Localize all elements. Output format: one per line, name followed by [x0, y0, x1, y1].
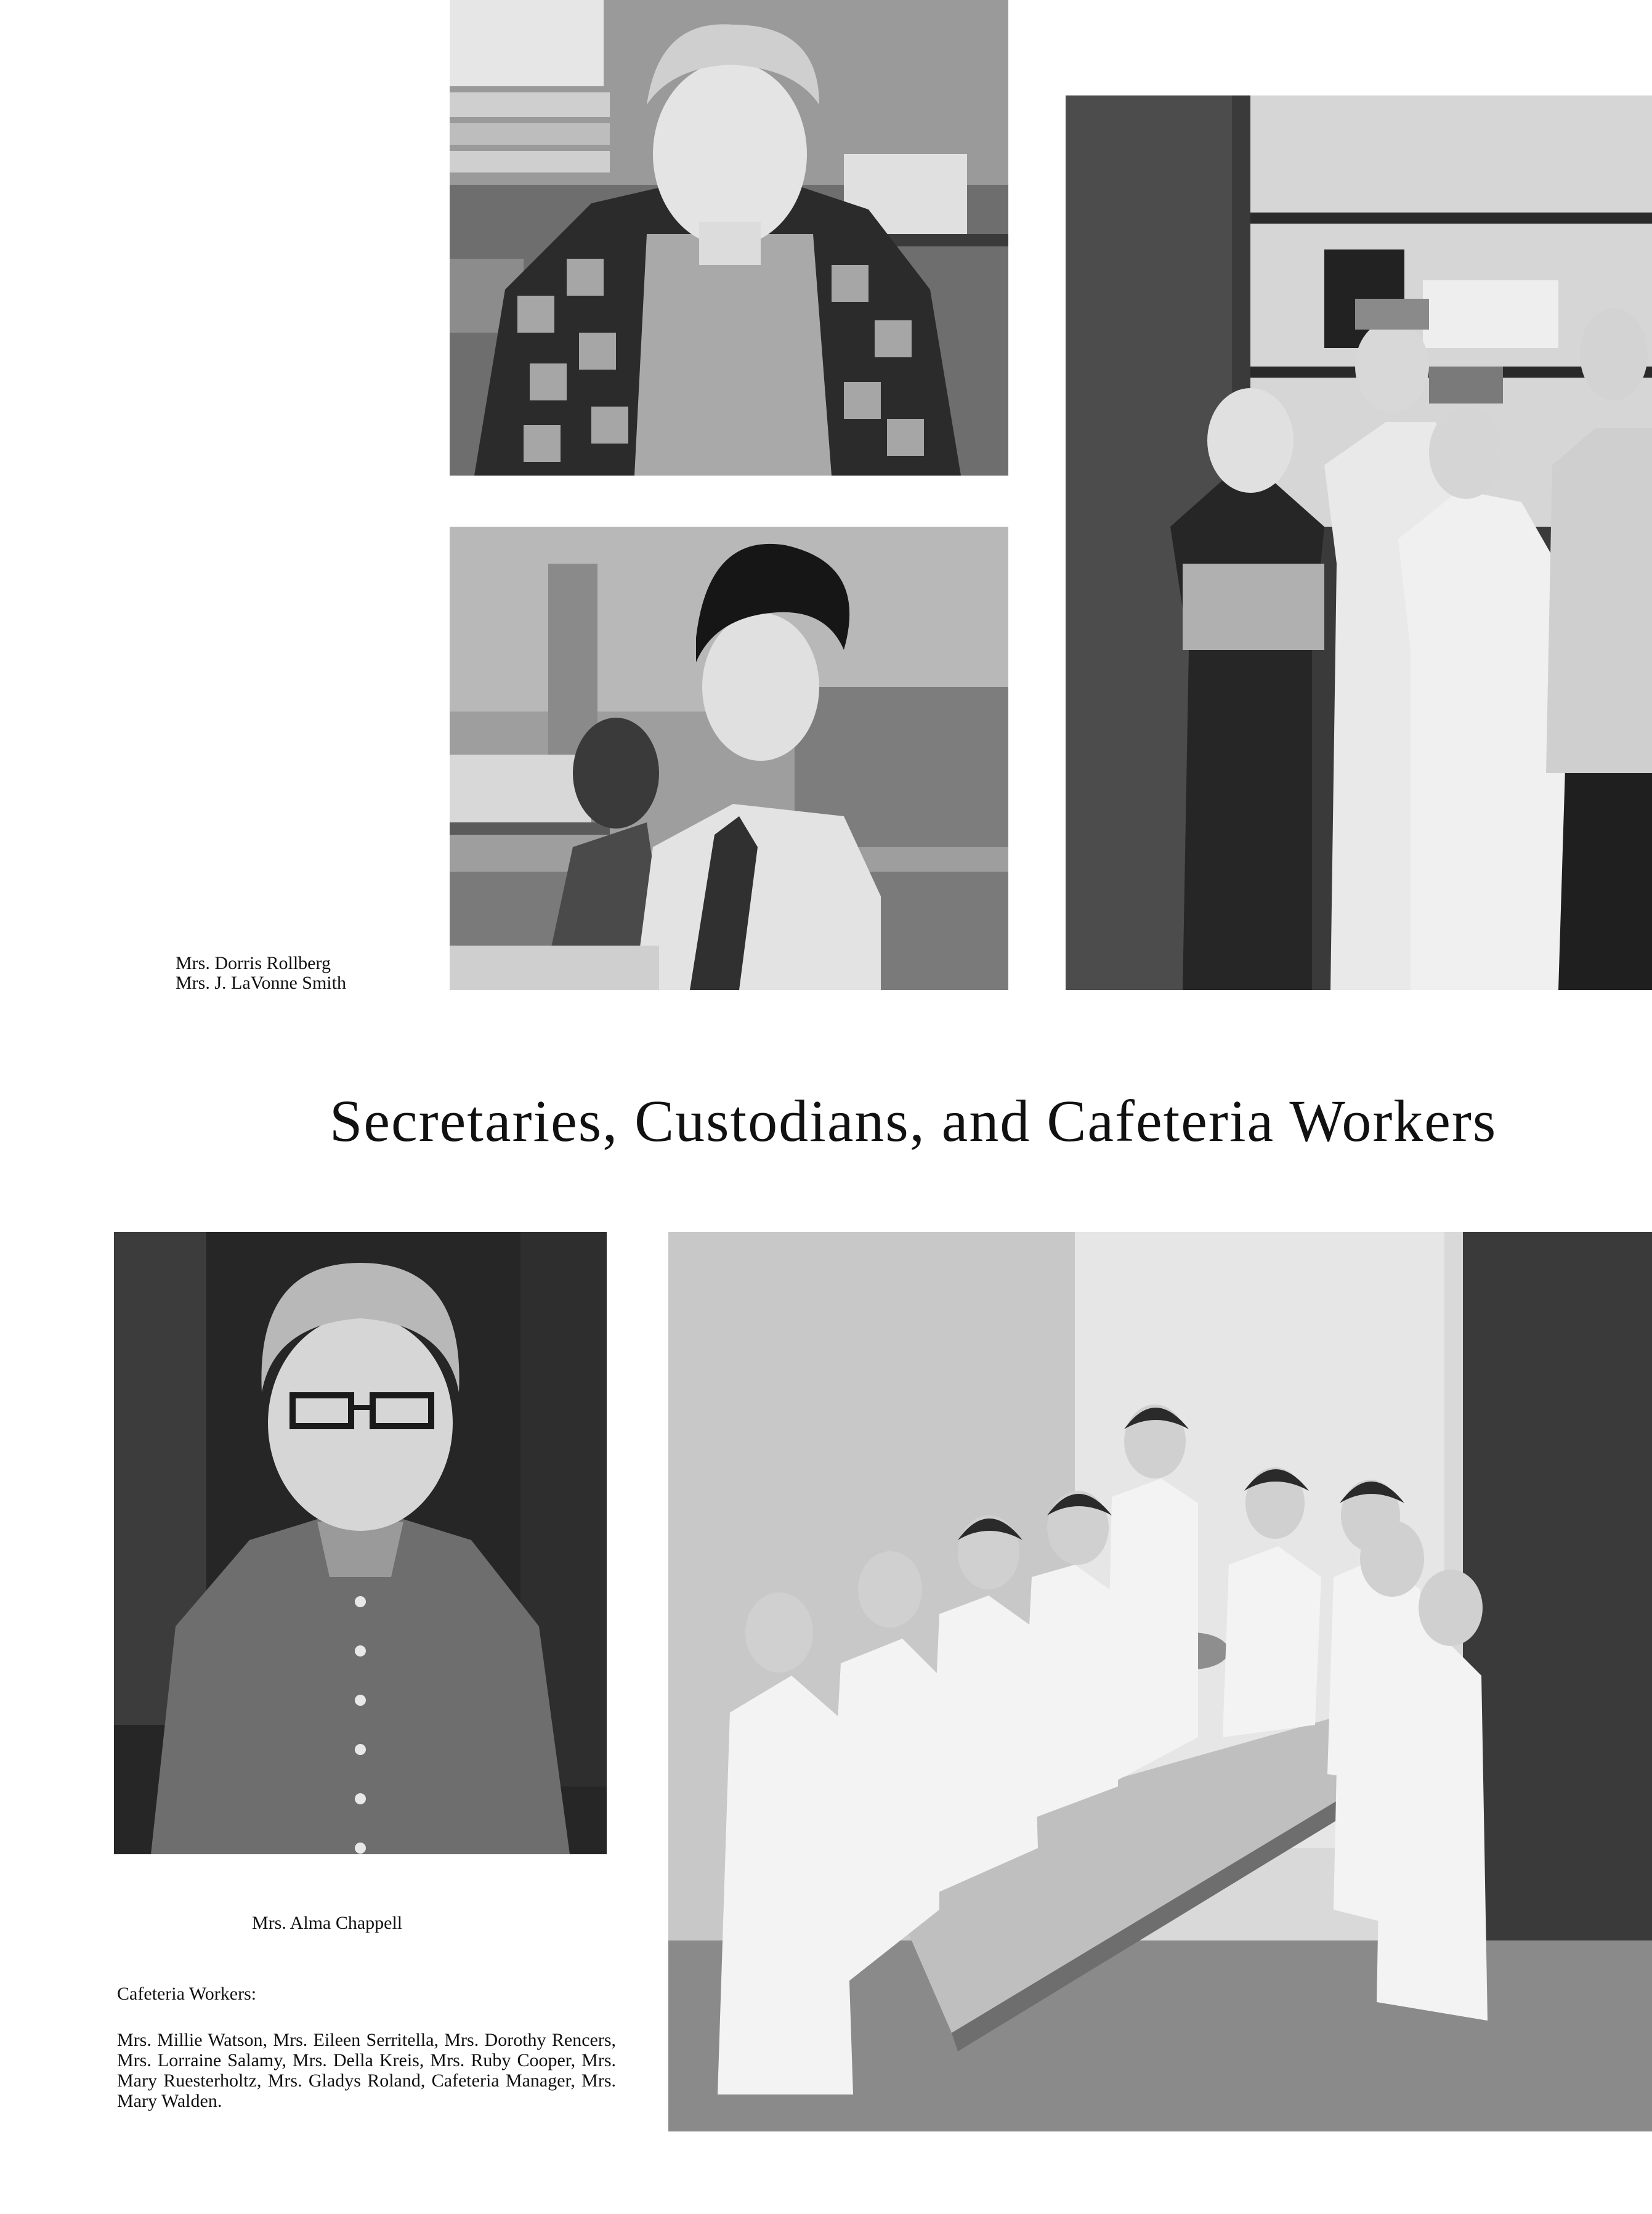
caption-line-rollberg: Mrs. Dorris Rollberg — [176, 953, 331, 973]
cafeteria-names: Mrs. Millie Watson, Mrs. Eileen Serritella, Mrs. Dorothy Rencers, Mrs. Lorraine Salamy, Mrs. Della Kreis, Mrs. Ruby Cooper, Mrs. Mary Ruesterholtz, Mrs. Gladys Roland, Cafeteria Manager, Mrs. Mary Walden. — [117, 2030, 616, 2111]
photo-alma-chappell — [114, 1232, 607, 1854]
cafeteria-heading: Cafeteria Workers: — [117, 1984, 257, 2004]
alma-caption: Mrs. Alma Chappell — [252, 1913, 403, 1933]
page-title: Secretaries, Custodians, and Cafeteria Workers — [330, 1088, 1497, 1154]
photo-custodians — [1066, 95, 1652, 990]
secretaries-caption — [176, 954, 346, 993]
photo-secretary-1 — [450, 0, 1008, 476]
caption-line-smith: Mrs. J. LaVonne Smith — [176, 973, 346, 993]
photo-secretary-2 — [450, 527, 1008, 990]
photo-cafeteria-workers — [668, 1232, 1652, 2131]
